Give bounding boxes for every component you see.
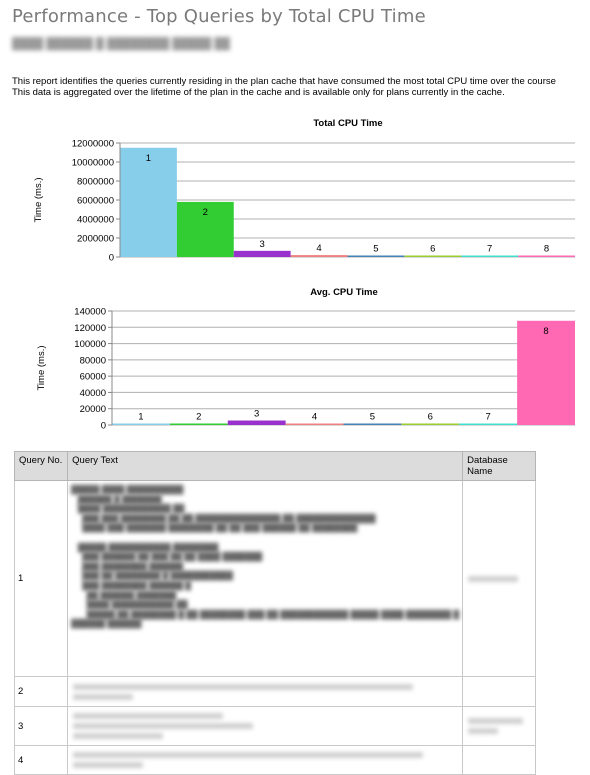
avg-cpu-time-chart <box>0 281 590 439</box>
chart1-y-axis-label: Time (ms.) <box>33 177 44 223</box>
chart1-y-tick-label: 0 <box>108 252 114 264</box>
chart2-y-tick-label: 140000 <box>74 306 106 318</box>
chart2-y-tick-label: 120000 <box>74 322 106 334</box>
chart1-bar-label: 1 <box>145 152 152 164</box>
chart1-y-tick-label: 2000000 <box>77 233 114 245</box>
chart1-y-tick-label: 12000000 <box>71 138 114 150</box>
table-row <box>15 481 536 677</box>
chart1-bar-label: 8 <box>543 243 550 255</box>
query-table <box>14 451 536 775</box>
chart2-bar-7 <box>459 424 517 426</box>
query-text-cell-redacted <box>68 746 463 775</box>
chart2-bar-label: 8 <box>543 325 549 337</box>
chart1-bar-label: 5 <box>373 243 379 255</box>
chart1-title: Total CPU Time <box>313 118 383 129</box>
database-name-cell <box>463 746 536 775</box>
query-text-cell-redacted <box>68 707 463 746</box>
chart1-y-tick-label: 6000000 <box>77 195 114 207</box>
chart2-bar-1 <box>112 424 170 426</box>
total-cpu-time-chart <box>0 112 590 272</box>
report-subtitle-redacted: ████ ██████ █ ████████ █████ ██ <box>12 38 230 50</box>
chart1-bar-label: 3 <box>259 238 265 250</box>
chart2-bar-label: 5 <box>369 411 376 423</box>
chart2-bar-6 <box>401 424 459 426</box>
chart1-bar-6 <box>404 256 461 258</box>
chart2-bar-label: 7 <box>485 411 491 423</box>
description-line-1: This report identifies the queries currently residing in the plan cache that have consumed the most total CPU time over the course <box>12 76 556 87</box>
chart2-bar-label: 1 <box>138 411 144 423</box>
chart1-bar-7 <box>461 256 518 258</box>
header-query-text: Query Text <box>68 452 463 481</box>
table-row <box>15 677 536 707</box>
chart2-title: Avg. CPU Time <box>310 287 378 298</box>
chart2-y-tick-label: 80000 <box>79 355 106 367</box>
chart2-y-tick-label: 0 <box>100 420 106 432</box>
header-query-no: Query No. <box>15 452 68 481</box>
query-no-cell: 3 <box>15 707 68 746</box>
query-text-cell-redacted <box>68 677 463 707</box>
chart1-bar-label: 2 <box>202 206 208 218</box>
chart2-y-axis-label: Time (ms.) <box>36 345 47 391</box>
chart2-bar-5 <box>344 424 402 426</box>
table-header-row <box>15 452 536 481</box>
chart1-bar-label: 7 <box>487 243 493 255</box>
query-no-cell: 4 <box>15 746 68 775</box>
chart2-y-tick-label: 20000 <box>79 404 106 416</box>
chart2-y-tick-label: 60000 <box>79 371 106 383</box>
chart2-bar-label: 4 <box>311 411 318 423</box>
chart1-bar-1 <box>120 148 177 257</box>
database-name-cell <box>463 677 536 707</box>
chart1-bar-label: 6 <box>430 243 436 255</box>
chart1-bar-5 <box>348 256 405 258</box>
query-text-cell-redacted: █████ ████ ██████████ ██████ █ ███████ ████ ████████████ ██ ███ ███ ████████ ██ ██ ███████████████ ██ ██████████████ ████ ███ ███████ ████████ ██ ██ ███ ██████ ██ ████████ █████ ███████████ ████████ ███ ██████ ██ ███ ██ ██ ████ ███████ ███ ████████ ██████ ███ ██ ████████ █ ███████████ ███ ████████ ██████ █ ██ ██████ ███████ ████ ███████████ ██ █████ ██ ████████ █ ██ ████████ ███ ██ ████████████ █████ ████ ████████ █ ██████ ██████ <box>68 481 463 677</box>
chart2-y-tick-label: 100000 <box>74 339 106 351</box>
chart2-bar-label: 3 <box>254 408 260 420</box>
database-name-cell-redacted <box>463 707 536 746</box>
query-no-cell: 1 <box>15 481 68 677</box>
chart1-bar-4 <box>291 255 348 257</box>
chart1-y-tick-label: 4000000 <box>77 214 114 226</box>
query-no-cell: 2 <box>15 677 68 707</box>
chart1-y-tick-label: 8000000 <box>77 176 114 188</box>
database-name-cell-redacted <box>463 481 536 677</box>
chart2-y-tick-label: 40000 <box>79 387 106 399</box>
report-description <box>12 76 588 98</box>
table-row <box>15 707 536 746</box>
chart1-bar-8 <box>518 256 575 258</box>
chart2-bar-3 <box>228 421 286 425</box>
table-row <box>15 746 536 775</box>
chart2-bar-2 <box>170 424 228 426</box>
chart2-bar-label: 6 <box>427 411 433 423</box>
chart2-bar-4 <box>286 424 344 426</box>
chart1-y-tick-label: 10000000 <box>71 157 114 169</box>
report-title: Performance - Top Queries by Total CPU Time <box>12 6 426 27</box>
chart2-bar-label: 2 <box>196 411 202 423</box>
chart1-bar-3 <box>234 251 291 257</box>
description-line-2: This data is aggregated over the lifetime of the plan in the cache and is available only for plans currently in the cache. <box>12 87 505 98</box>
chart1-bar-label: 4 <box>316 243 322 255</box>
header-database-name: Database Name <box>463 452 536 481</box>
